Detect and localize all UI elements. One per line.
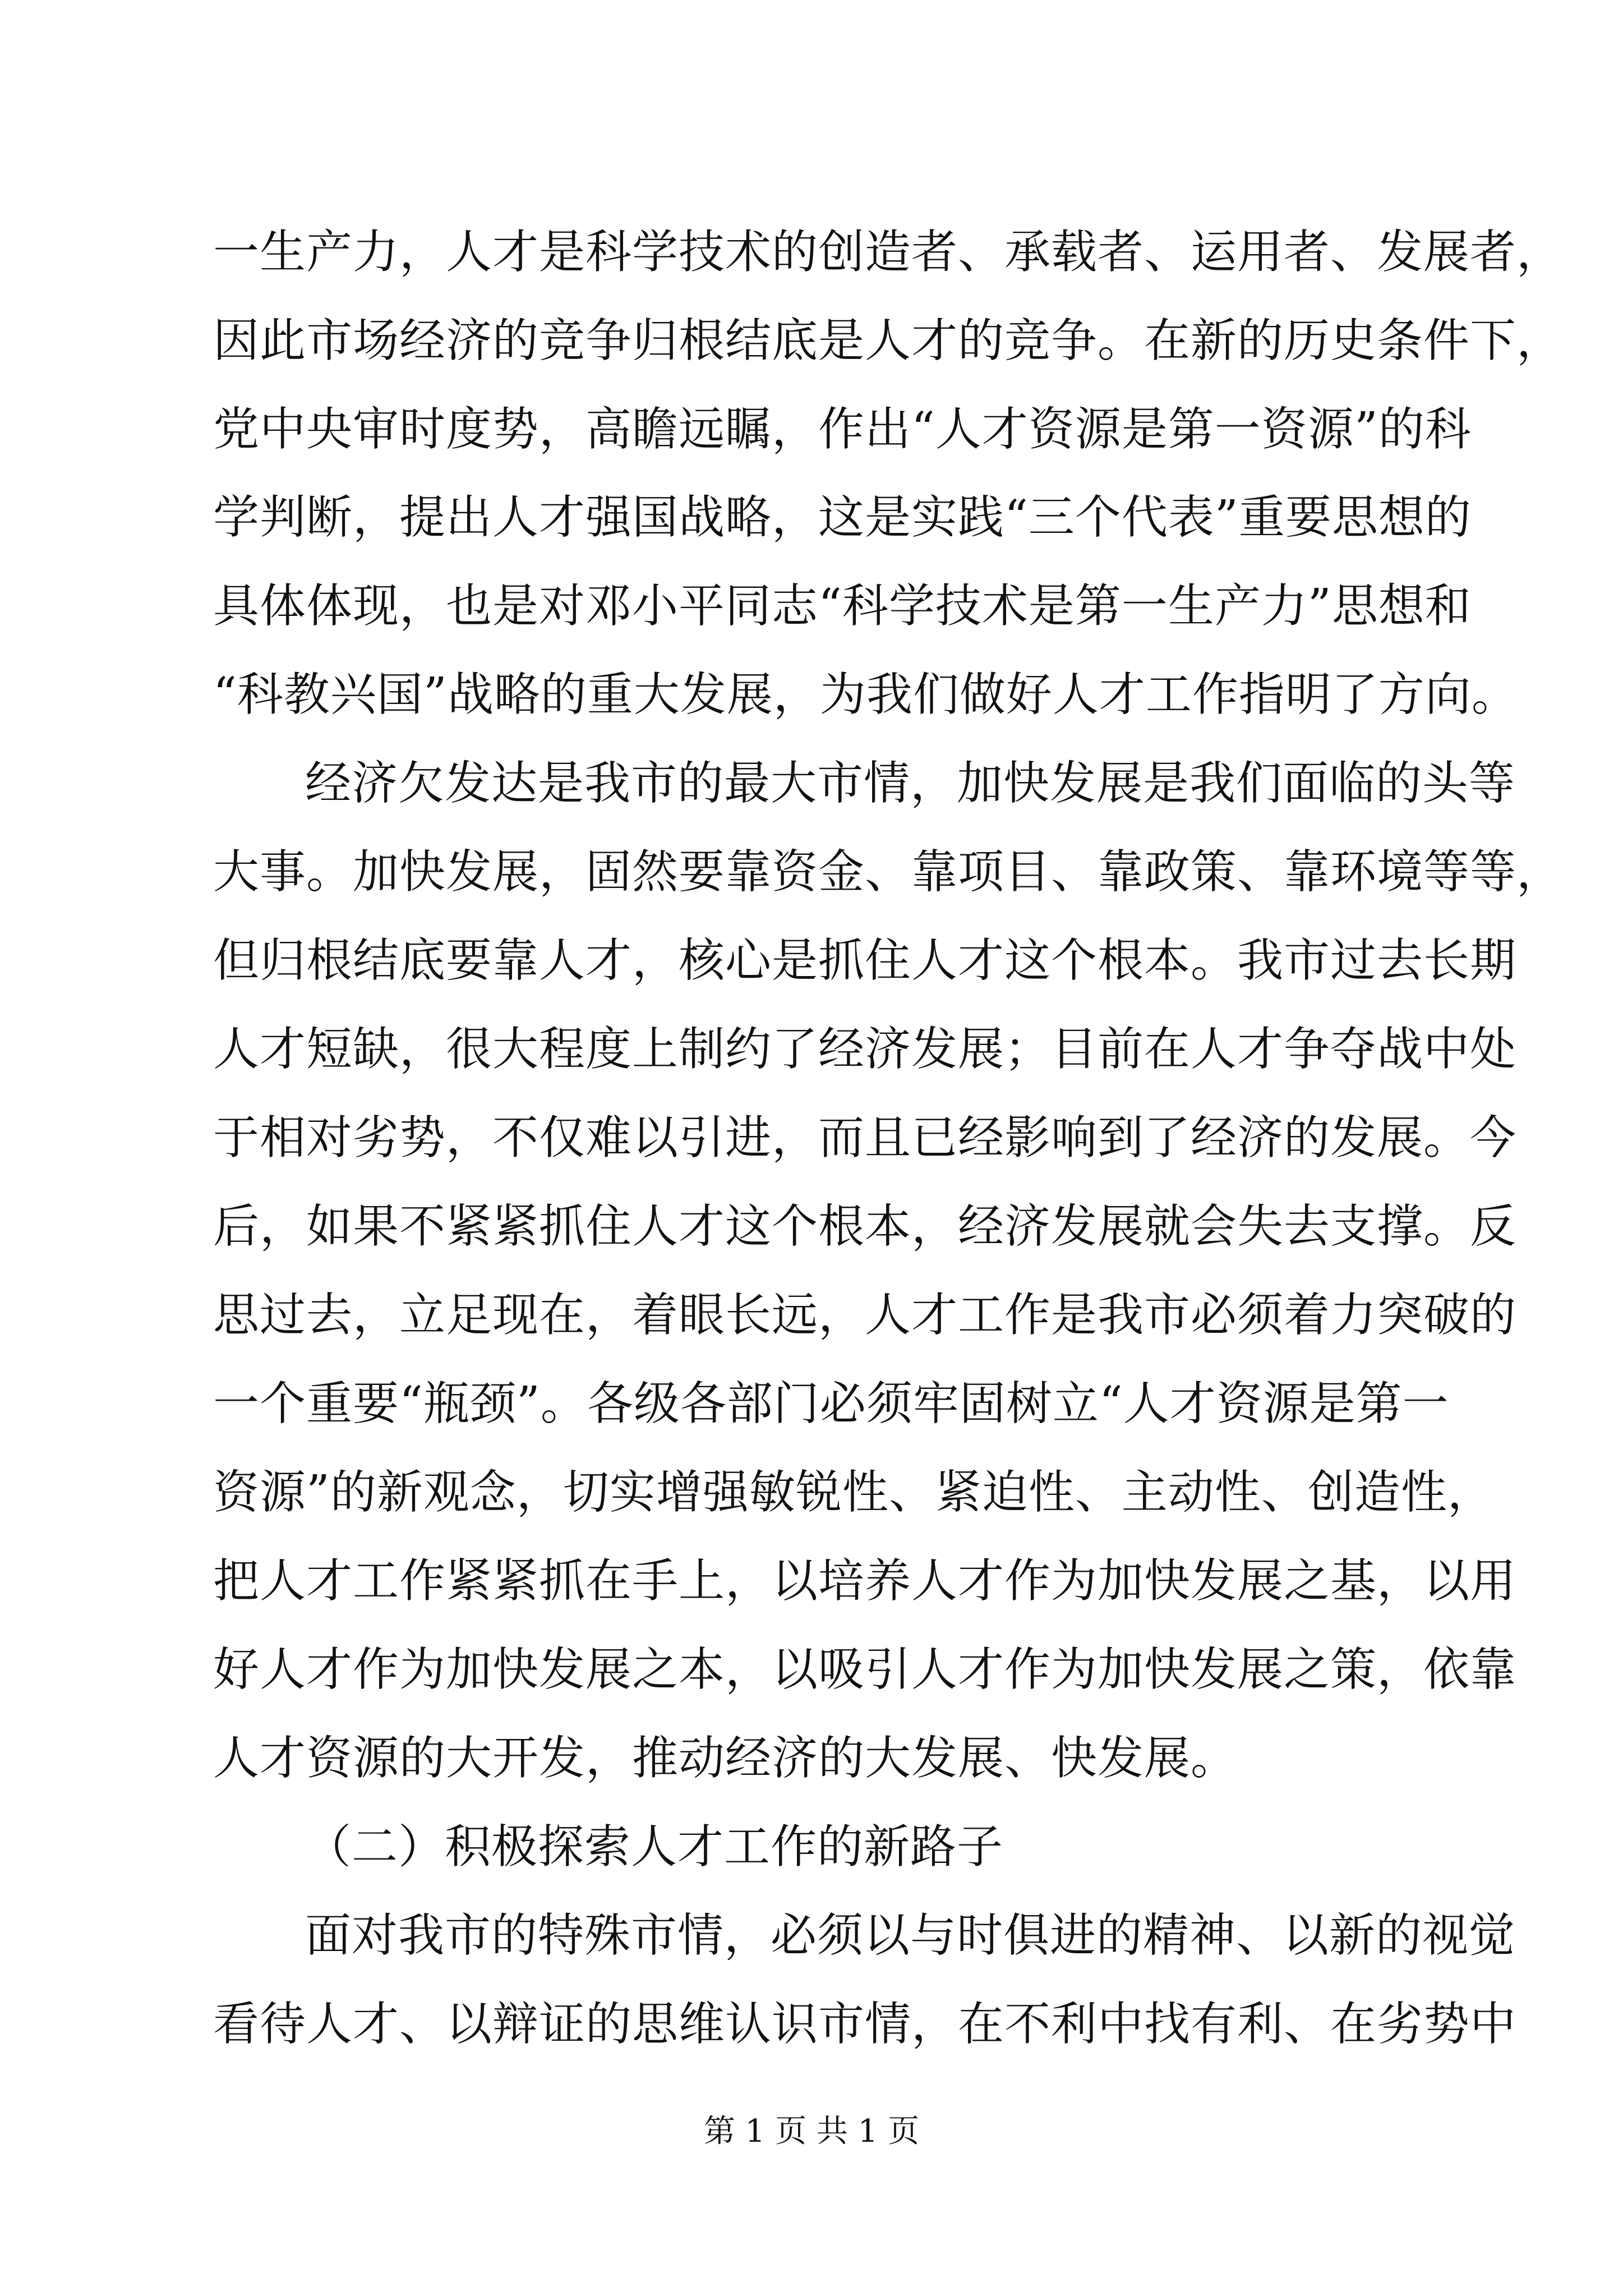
body-line: 于相对劣势，不仅难以引进，而且已经影响到了经济的发展。今 <box>213 1111 1517 1165</box>
body-line: 因此市场经济的竞争归根结底是人才的竞争。在新的历史条件下， <box>213 314 1564 367</box>
body-line: “科教兴国”战略的重大发展，为我们做好人才工作指明了方向。 <box>213 668 1518 721</box>
body-line: 一个重要“瓶颈”。各级各部门必须牢固树立“人才资源是第一 <box>213 1377 1449 1430</box>
body-line: 但归根结底要靠人才，核心是抓住人才这个根本。我市过去长期 <box>213 934 1517 987</box>
body-line: 人才资源的大开发，推动经济的大发展、快发展。 <box>213 1732 1238 1785</box>
body-line: 资源”的新观念，切实增强敏锐性、紧迫性、主动性、创造性， <box>213 1466 1494 1519</box>
body-line: 人才短缺，很大程度上制约了经济发展；目前在人才争夺战中处 <box>213 1023 1517 1076</box>
body-line: 好人才作为加快发展之本，以吸引人才作为加快发展之策，依靠 <box>213 1643 1517 1696</box>
body-line: 大事。加快发展，固然要靠资金、靠项目、靠政策、靠环境等等， <box>213 845 1564 899</box>
page-footer: 第 1 页 共 1 页 <box>703 2113 920 2150</box>
body-line: 具体体现，也是对邓小平同志“科学技术是第一生产力”思想和 <box>213 579 1472 633</box>
section-heading: （二）积极探索人才工作的新路子 <box>305 1820 1004 1874</box>
body-line: 党中央审时度势，高瞻远瞩，作出“人才资源是第一资源”的科 <box>213 403 1472 456</box>
body-line: 思过去，立足现在，着眼长远，人才工作是我市必须着力突破的 <box>213 1289 1517 1342</box>
paragraph-first-line: 面对我市的特殊市情，必须以与时俱进的精神、以新的视觉 <box>305 1909 1516 1962</box>
paragraph-first-line: 经济欠发达是我市的最大市情，加快发展是我们面临的头等 <box>305 757 1516 810</box>
body-line: 看待人才、以辩证的思维认识市情，在不利中找有利、在劣势中 <box>213 1998 1517 2051</box>
body-line: 后，如果不紧紧抓住人才这个根本，经济发展就会失去支撑。反 <box>213 1200 1517 1253</box>
body-line: 学判断，提出人才强国战略，这是实践“三个代表”重要思想的 <box>213 491 1472 544</box>
body-line: 一生产力，人才是科学技术的创造者、承载者、运用者、发展者， <box>213 226 1564 279</box>
body-line: 把人才工作紧紧抓在手上，以培养人才作为加快发展之基，以用 <box>213 1554 1517 1608</box>
